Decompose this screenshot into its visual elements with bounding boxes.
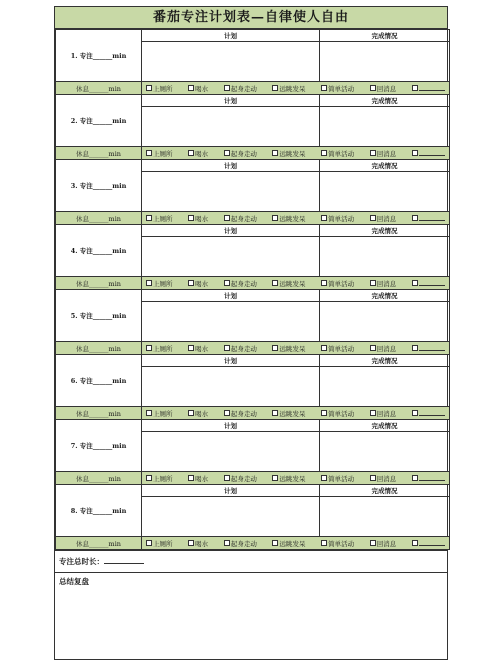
plan-cell[interactable]	[142, 172, 320, 212]
checkbox-icon[interactable]	[146, 475, 152, 481]
rest-option[interactable]	[224, 474, 257, 483]
sheet-title: 番茄专注计划表—自律使人自由	[55, 7, 447, 29]
pomodoro-sheet	[54, 6, 448, 660]
plan-cell[interactable]	[142, 497, 320, 537]
rest-option-label: 上厕所	[153, 409, 173, 418]
rest-option-label: 喝水	[195, 539, 209, 548]
rest-option[interactable]	[224, 344, 257, 353]
rest-option-label: 远眺发呆	[279, 409, 306, 418]
rest-option[interactable]	[272, 84, 305, 93]
plan-cell[interactable]	[142, 367, 320, 407]
checkbox-icon[interactable]	[224, 475, 230, 481]
rest-option[interactable]	[321, 214, 354, 223]
review-section[interactable]	[55, 572, 447, 612]
blank-line	[419, 215, 445, 221]
rest-options	[142, 472, 450, 485]
rest-option-blank[interactable]	[412, 214, 445, 223]
total-label: 专注总时长：	[59, 557, 104, 566]
rest-option-label: 远眺发呆	[279, 279, 306, 288]
plan-header: 计划	[142, 160, 320, 172]
rest-option[interactable]	[224, 214, 257, 223]
total-focus-time	[55, 550, 447, 572]
rest-option[interactable]	[224, 539, 257, 548]
checkbox-icon[interactable]	[188, 345, 194, 351]
rest-option[interactable]	[370, 344, 397, 353]
total-input-line[interactable]	[104, 556, 144, 564]
rest-option-label: 喝水	[195, 149, 209, 158]
rest-option-label: 喝水	[195, 84, 209, 93]
rest-option[interactable]	[370, 474, 397, 483]
status-cell[interactable]	[320, 237, 450, 277]
plan-header: 计划	[142, 30, 320, 42]
rest-option-label: 简单活动	[328, 84, 355, 93]
blank-line	[419, 345, 445, 351]
checkbox-icon[interactable]	[370, 85, 376, 91]
status-header: 完成情况	[320, 225, 450, 237]
checkbox-icon[interactable]	[272, 410, 278, 416]
rest-option-label: 回消息	[376, 214, 397, 223]
rest-option[interactable]	[370, 149, 397, 158]
checkbox-icon[interactable]	[188, 215, 194, 221]
rest-option-label: 喝水	[195, 344, 209, 353]
rest-option-label: 起身走动	[230, 539, 257, 548]
plan-cell[interactable]	[142, 237, 320, 277]
rest-label: 休息______min	[56, 407, 142, 420]
rest-option-label: 上厕所	[153, 279, 173, 288]
checkbox-icon[interactable]	[272, 540, 278, 546]
rest-option-blank[interactable]	[412, 344, 445, 353]
rest-option-label: 回消息	[376, 344, 397, 353]
status-header: 完成情况	[320, 290, 450, 302]
rest-label: 休息______min	[56, 277, 142, 290]
rest-option[interactable]	[224, 149, 257, 158]
rest-option[interactable]	[224, 279, 257, 288]
rest-option[interactable]	[370, 84, 397, 93]
status-cell[interactable]	[320, 497, 450, 537]
checkbox-icon[interactable]	[321, 540, 327, 546]
rest-option[interactable]	[188, 539, 208, 548]
checkbox-icon[interactable]	[370, 150, 376, 156]
checkbox-icon[interactable]	[224, 215, 230, 221]
checkbox-icon[interactable]	[370, 540, 376, 546]
focus-label: 8. 专注______min	[56, 485, 142, 537]
rest-option[interactable]	[370, 279, 397, 288]
rest-option-label: 喝水	[195, 409, 209, 418]
rest-option-label: 简单活动	[328, 149, 355, 158]
checkbox-icon[interactable]	[370, 280, 376, 286]
rest-option-blank[interactable]	[412, 409, 445, 418]
rest-option-label: 上厕所	[153, 344, 173, 353]
rest-option-label: 起身走动	[230, 409, 257, 418]
focus-label: 1. 专注______min	[56, 30, 142, 82]
rest-option-label: 简单活动	[328, 539, 355, 548]
checkbox-icon[interactable]	[146, 85, 152, 91]
rest-option-blank[interactable]	[412, 539, 445, 548]
rest-option[interactable]	[321, 279, 354, 288]
rest-option-label: 远眺发呆	[279, 149, 306, 158]
rest-option-label: 喝水	[195, 279, 209, 288]
rest-option-label: 简单活动	[328, 279, 355, 288]
rest-option[interactable]	[370, 409, 397, 418]
rest-option[interactable]	[272, 279, 305, 288]
checkbox-icon[interactable]	[370, 475, 376, 481]
checkbox-icon[interactable]	[272, 150, 278, 156]
rest-option-label: 上厕所	[153, 149, 173, 158]
checkbox-icon[interactable]	[321, 150, 327, 156]
checkbox-icon[interactable]	[146, 540, 152, 546]
rest-option-label: 起身走动	[230, 84, 257, 93]
status-header: 完成情况	[320, 95, 450, 107]
rest-option-label: 回消息	[376, 474, 397, 483]
plan-cell[interactable]	[142, 432, 320, 472]
status-cell[interactable]	[320, 302, 450, 342]
focus-label: 2. 专注______min	[56, 95, 142, 147]
checkbox-icon[interactable]	[224, 540, 230, 546]
checkbox-icon[interactable]	[321, 410, 327, 416]
rest-option[interactable]	[272, 214, 305, 223]
rest-option[interactable]	[370, 539, 397, 548]
focus-table	[55, 29, 450, 550]
rest-label: 休息______min	[56, 147, 142, 160]
rest-options	[142, 147, 450, 160]
rest-option-label: 回消息	[376, 149, 397, 158]
rest-options	[142, 277, 450, 290]
rest-label: 休息______min	[56, 212, 142, 225]
plan-header: 计划	[142, 290, 320, 302]
rest-option[interactable]	[188, 84, 208, 93]
rest-options	[142, 82, 450, 95]
rest-option[interactable]	[321, 84, 354, 93]
rest-option[interactable]	[188, 149, 208, 158]
rest-option-label: 远眺发呆	[279, 214, 306, 223]
checkbox-icon[interactable]	[321, 475, 327, 481]
status-header: 完成情况	[320, 30, 450, 42]
checkbox-icon[interactable]	[412, 150, 418, 156]
checkbox-icon[interactable]	[272, 215, 278, 221]
focus-label: 4. 专注______min	[56, 225, 142, 277]
rest-option[interactable]	[370, 214, 397, 223]
checkbox-icon[interactable]	[412, 475, 418, 481]
rest-option-label: 上厕所	[153, 539, 173, 548]
checkbox-icon[interactable]	[146, 345, 152, 351]
plan-cell[interactable]	[142, 42, 320, 82]
rest-option[interactable]	[321, 344, 354, 353]
rest-option[interactable]	[224, 409, 257, 418]
checkbox-icon[interactable]	[146, 215, 152, 221]
checkbox-icon[interactable]	[321, 85, 327, 91]
status-cell[interactable]	[320, 432, 450, 472]
checkbox-icon[interactable]	[412, 345, 418, 351]
rest-option[interactable]	[146, 474, 173, 483]
status-cell[interactable]	[320, 42, 450, 82]
checkbox-icon[interactable]	[412, 215, 418, 221]
rest-option-blank[interactable]	[412, 474, 445, 483]
plan-header: 计划	[142, 225, 320, 237]
rest-option-label: 起身走动	[230, 344, 257, 353]
rest-option-label: 上厕所	[153, 474, 173, 483]
checkbox-icon[interactable]	[188, 410, 194, 416]
checkbox-icon[interactable]	[188, 540, 194, 546]
checkbox-icon[interactable]	[321, 215, 327, 221]
checkbox-icon[interactable]	[412, 540, 418, 546]
rest-option-label: 远眺发呆	[279, 84, 306, 93]
checkbox-icon[interactable]	[188, 475, 194, 481]
checkbox-icon[interactable]	[146, 150, 152, 156]
rest-option-label: 简单活动	[328, 344, 355, 353]
rest-option[interactable]	[146, 149, 173, 158]
rest-option[interactable]	[321, 539, 354, 548]
checkbox-icon[interactable]	[146, 280, 152, 286]
checkbox-icon[interactable]	[412, 85, 418, 91]
status-cell[interactable]	[320, 367, 450, 407]
checkbox-icon[interactable]	[188, 150, 194, 156]
checkbox-icon[interactable]	[224, 345, 230, 351]
checkbox-icon[interactable]	[321, 345, 327, 351]
blank-line	[419, 475, 445, 481]
rest-option-label: 起身走动	[230, 149, 257, 158]
plan-header: 计划	[142, 95, 320, 107]
rest-option-label: 起身走动	[230, 214, 257, 223]
rest-option-label: 简单活动	[328, 214, 355, 223]
status-cell[interactable]	[320, 172, 450, 212]
rest-option-blank[interactable]	[412, 84, 445, 93]
plan-header: 计划	[142, 485, 320, 497]
checkbox-icon[interactable]	[370, 215, 376, 221]
rest-option[interactable]	[272, 149, 305, 158]
rest-options	[142, 407, 450, 420]
checkbox-icon[interactable]	[370, 345, 376, 351]
focus-label: 6. 专注______min	[56, 355, 142, 407]
focus-label: 5. 专注______min	[56, 290, 142, 342]
rest-label: 休息______min	[56, 82, 142, 95]
checkbox-icon[interactable]	[272, 85, 278, 91]
rest-option[interactable]	[272, 344, 305, 353]
rest-option[interactable]	[188, 214, 208, 223]
rest-option-label: 简单活动	[328, 474, 355, 483]
rest-option[interactable]	[272, 409, 305, 418]
rest-option[interactable]	[146, 214, 173, 223]
checkbox-icon[interactable]	[272, 280, 278, 286]
rest-label: 休息______min	[56, 472, 142, 485]
rest-option-label: 远眺发呆	[279, 474, 306, 483]
rest-option-label: 上厕所	[153, 214, 173, 223]
rest-option[interactable]	[146, 539, 173, 548]
blank-line	[419, 85, 445, 91]
checkbox-icon[interactable]	[412, 410, 418, 416]
plan-cell[interactable]	[142, 302, 320, 342]
rest-option[interactable]	[146, 84, 173, 93]
rest-option-label: 喝水	[195, 474, 209, 483]
rest-option-label: 远眺发呆	[279, 539, 306, 548]
rest-option-label: 回消息	[376, 539, 397, 548]
rest-option-label: 远眺发呆	[279, 344, 306, 353]
focus-label: 7. 专注______min	[56, 420, 142, 472]
checkbox-icon[interactable]	[321, 280, 327, 286]
rest-options	[142, 342, 450, 355]
status-header: 完成情况	[320, 355, 450, 367]
checkbox-icon[interactable]	[412, 280, 418, 286]
rest-option[interactable]	[188, 474, 208, 483]
focus-label: 3. 专注______min	[56, 160, 142, 212]
checkbox-icon[interactable]	[370, 410, 376, 416]
plan-header: 计划	[142, 355, 320, 367]
checkbox-icon[interactable]	[146, 410, 152, 416]
status-header: 完成情况	[320, 485, 450, 497]
rest-option[interactable]	[188, 344, 208, 353]
checkbox-icon[interactable]	[224, 280, 230, 286]
checkbox-icon[interactable]	[224, 150, 230, 156]
blank-line	[419, 280, 445, 286]
checkbox-icon[interactable]	[272, 345, 278, 351]
rest-label: 休息______min	[56, 342, 142, 355]
rest-options	[142, 212, 450, 225]
rest-option[interactable]	[224, 84, 257, 93]
rest-option[interactable]	[146, 344, 173, 353]
rest-option[interactable]	[321, 149, 354, 158]
checkbox-icon[interactable]	[272, 475, 278, 481]
blank-line	[419, 410, 445, 416]
status-header: 完成情况	[320, 160, 450, 172]
rest-option-label: 喝水	[195, 214, 209, 223]
status-header: 完成情况	[320, 420, 450, 432]
rest-options	[142, 537, 450, 550]
checkbox-icon[interactable]	[224, 410, 230, 416]
rest-option[interactable]	[272, 539, 305, 548]
rest-option-label: 回消息	[376, 409, 397, 418]
rest-option-blank[interactable]	[412, 149, 445, 158]
rest-option-label: 简单活动	[328, 409, 355, 418]
plan-header: 计划	[142, 420, 320, 432]
rest-option-label: 回消息	[376, 279, 397, 288]
rest-option-label: 起身走动	[230, 279, 257, 288]
review-label: 总结复盘	[59, 577, 89, 586]
rest-option[interactable]	[321, 409, 354, 418]
status-cell[interactable]	[320, 107, 450, 147]
rest-option-label: 起身走动	[230, 474, 257, 483]
rest-option-label: 上厕所	[153, 84, 173, 93]
checkbox-icon[interactable]	[224, 85, 230, 91]
checkbox-icon[interactable]	[188, 280, 194, 286]
blank-line	[419, 150, 445, 156]
rest-option[interactable]	[146, 279, 173, 288]
rest-option[interactable]	[272, 474, 305, 483]
checkbox-icon[interactable]	[188, 85, 194, 91]
plan-cell[interactable]	[142, 107, 320, 147]
rest-option[interactable]	[188, 279, 208, 288]
rest-label: 休息______min	[56, 537, 142, 550]
rest-option[interactable]	[188, 409, 208, 418]
rest-option[interactable]	[146, 409, 173, 418]
rest-option-blank[interactable]	[412, 279, 445, 288]
rest-option[interactable]	[321, 474, 354, 483]
rest-option-label: 回消息	[376, 84, 397, 93]
blank-line	[419, 540, 445, 546]
